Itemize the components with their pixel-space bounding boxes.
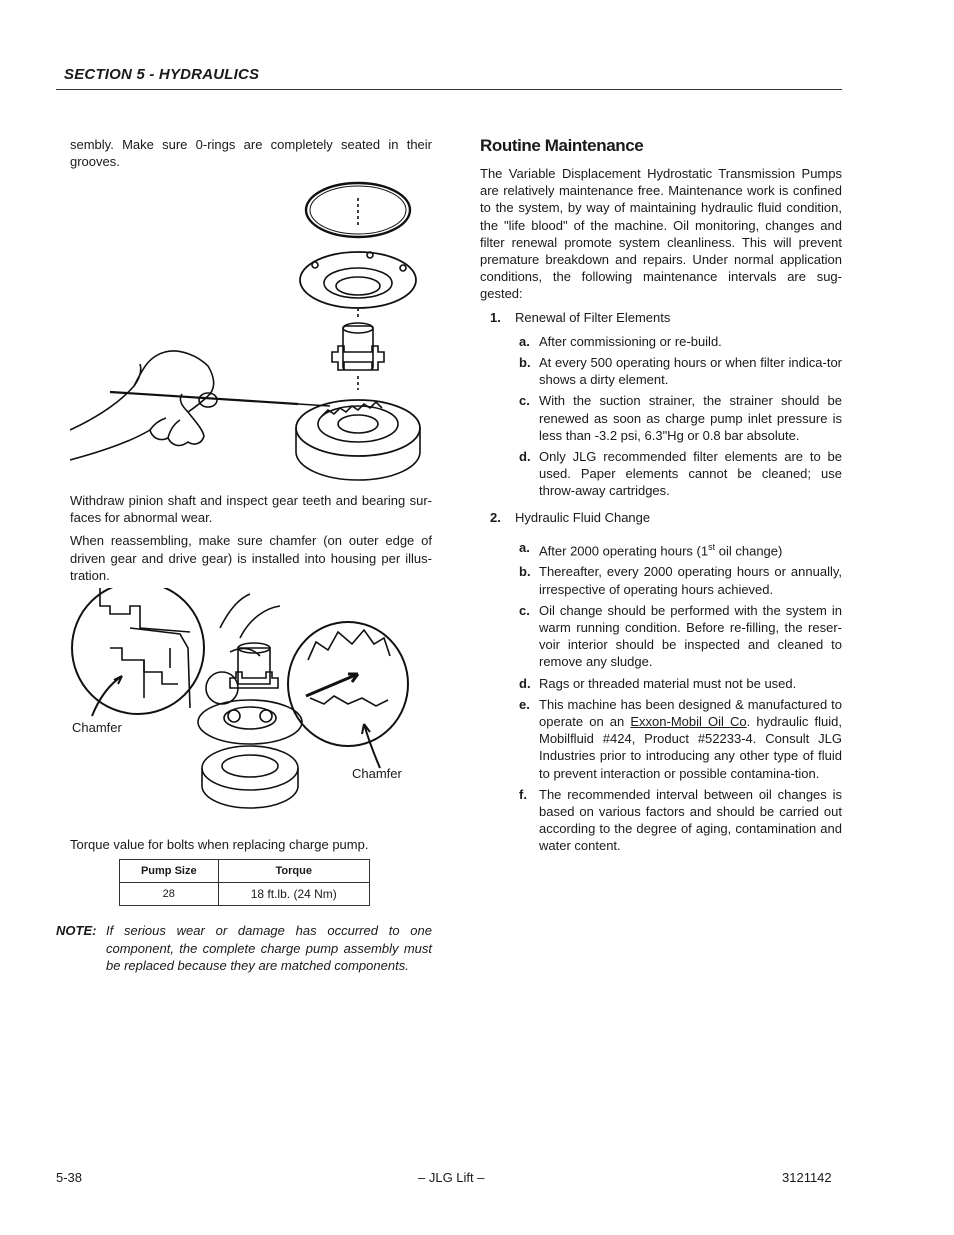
sub-text: With the suction strainer, the strainer should be renewed as soon as charge pump inlet pressure is less than -3.2 psi, 6.3"Hg or 0.8 bar absolute.: [539, 393, 842, 443]
header-rule: [56, 89, 842, 90]
sub-item-2b: [480, 563, 842, 597]
heading-routine-maintenance: Routine Maintenance: [480, 136, 644, 155]
torque-table: [119, 859, 370, 906]
chamfer-label-left: Chamfer: [72, 720, 122, 735]
sub-text-pre: After 2000 operating hours (1: [539, 543, 709, 559]
sub-letter: c.: [519, 393, 530, 409]
table-row: [120, 883, 370, 906]
sub-item-2a: [480, 539, 842, 560]
list-num-2: 2.: [490, 509, 501, 525]
sub-item-1a: [480, 333, 842, 350]
intro-paragraph: The Variable Displacement Hydrostatic Transmission Pumps are relatively maintenance free. Maintenance work is confined to the system, by way of maintaining hydraulic fluid condition, the "life blood" of the machine. Oil monitoring, changes and filter renewal promote system cleanliness. This will prevent premature breakdown and repairs. Under normal application conditions, the following maintenance intervals are sug-gested:: [480, 166, 842, 302]
sub-letter: b.: [519, 355, 531, 371]
sub-item-2f: [480, 786, 842, 855]
sub-text: Oil change should be performed with the system in warm running condition. Before re-filling, the reser-voir interior should be inspected and cleaned to remove any sludge.: [539, 602, 842, 670]
sub-text-post: oil change): [715, 543, 783, 559]
note-block: [56, 922, 432, 975]
sub-text: Thereafter, every 2000 operating hours or annually, irrespective of operating hours achieved.: [539, 564, 842, 597]
list-item-1: [480, 309, 842, 326]
table-header-row: [120, 860, 370, 883]
left-column-mid: [70, 492, 432, 584]
sub-text-pre: This machine has been designed & manufactured to operate on an: [539, 696, 842, 730]
col-header-torque: Torque: [218, 860, 369, 883]
footer-page-number: 5-38: [56, 1170, 83, 1185]
sub-letter: c.: [519, 602, 530, 618]
sub-letter: d.: [519, 675, 531, 691]
sub-text: Rags or threaded material must not be used.: [539, 675, 797, 691]
sub-text: At every 500 operating hours or when filter indica-tor shows a dirty element.: [539, 355, 842, 388]
sub-text: The recommended interval between oil changes is based on various factors and should be carried out according to the degree of aging, contamination and water content.: [539, 786, 842, 854]
sub-item-2c: [480, 602, 842, 671]
right-column: [480, 136, 842, 855]
para-reassemble: When reassembling, make sure chamfer (on outer edge of driven gear and drive gear) is installed into housing per illus-tration.: [70, 533, 432, 583]
sub-letter: f.: [519, 786, 527, 802]
figure-pinion-shaft: [70, 180, 432, 482]
sub-letter: e.: [519, 696, 530, 712]
cell-torque: 18 ft.lb. (24 Nm): [218, 883, 369, 906]
sub-text: After commissioning or re-build.: [539, 333, 722, 349]
sub-item-2e: [480, 696, 842, 782]
footer-doc-number: 3121142: [782, 1170, 832, 1185]
sub-letter: b.: [519, 564, 531, 580]
sub-item-1d: [480, 448, 842, 500]
sub-text-sup: st: [708, 541, 716, 552]
list-num-1: 1.: [490, 309, 501, 325]
exxon-mobil-link[interactable]: Exxon-Mobil Oil Co: [630, 714, 747, 730]
para-withdraw: Withdraw pinion shaft and inspect gear teeth and bearing sur-faces for abnormal wear.: [70, 493, 432, 526]
list-item-2: [480, 509, 842, 526]
cell-pump-size: 28: [120, 883, 219, 906]
list-title-2: Hydraulic Fluid Change: [515, 509, 651, 525]
note-label: NOTE:: [56, 923, 97, 938]
sub-letter: d.: [519, 449, 531, 465]
sub-letter: a.: [519, 539, 530, 555]
sub-item-2d: [480, 675, 842, 692]
sub-text-post: . hydraulic fluid, Mobilfluid #424, Product #52233-4. Consult JLG Industries prior to introducing any other type of fluid to prevent interaction or possible contamina-tion.: [539, 714, 842, 781]
sub-letter: a.: [519, 333, 530, 349]
left-column: [70, 136, 432, 170]
sub-item-1b: [480, 354, 842, 388]
note-text: If serious wear or damage has occurred to one component, the complete charge pump assembly must be replaced because they are matched components.: [106, 923, 432, 973]
col-header-pump-size: Pump Size: [120, 860, 219, 883]
footer-center: – JLG Lift –: [418, 1170, 485, 1185]
sub-text: Only JLG recommended filter elements are to be used. Paper elements cannot be cleaned; use throw-away cartridges.: [539, 449, 842, 499]
torque-intro: Torque value for bolts when replacing charge pump.: [70, 837, 369, 852]
list-title-1: Renewal of Filter Elements: [515, 309, 671, 325]
section-title: SECTION 5 - HYDRAULICS: [64, 66, 260, 83]
sub-item-1c: [480, 392, 842, 444]
chamfer-label-right: Chamfer: [352, 766, 402, 781]
para-top: sembly. Make sure 0-rings are completely seated in their grooves.: [70, 137, 432, 170]
